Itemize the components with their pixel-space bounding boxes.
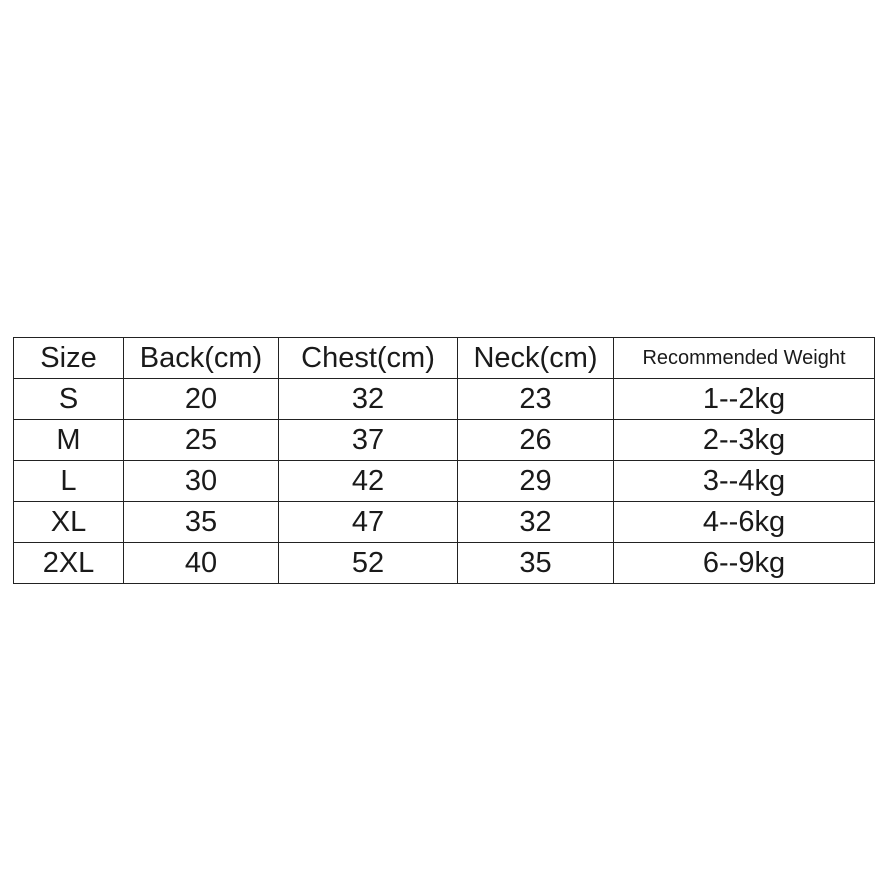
- cell-neck: 26: [458, 420, 614, 461]
- header-back: Back(cm): [124, 338, 279, 379]
- cell-neck: 32: [458, 502, 614, 543]
- cell-weight: 1--2kg: [614, 379, 875, 420]
- cell-size: XL: [14, 502, 124, 543]
- cell-back: 35: [124, 502, 279, 543]
- header-chest: Chest(cm): [279, 338, 458, 379]
- table-row: [14, 379, 875, 420]
- cell-size: L: [14, 461, 124, 502]
- table-row: [14, 420, 875, 461]
- cell-chest: 52: [279, 543, 458, 584]
- header-size: Size: [14, 338, 124, 379]
- size-chart-table: [13, 337, 875, 584]
- cell-chest: 47: [279, 502, 458, 543]
- cell-back: 25: [124, 420, 279, 461]
- header-row: [14, 338, 875, 379]
- cell-weight: 2--3kg: [614, 420, 875, 461]
- cell-chest: 37: [279, 420, 458, 461]
- cell-size: S: [14, 379, 124, 420]
- header-neck: Neck(cm): [458, 338, 614, 379]
- table-row: [14, 461, 875, 502]
- cell-chest: 32: [279, 379, 458, 420]
- cell-weight: 4--6kg: [614, 502, 875, 543]
- cell-weight: 3--4kg: [614, 461, 875, 502]
- cell-weight: 6--9kg: [614, 543, 875, 584]
- cell-chest: 42: [279, 461, 458, 502]
- header-recommended-weight: Recommended Weight: [614, 338, 875, 379]
- cell-back: 40: [124, 543, 279, 584]
- cell-neck: 23: [458, 379, 614, 420]
- cell-back: 20: [124, 379, 279, 420]
- table-row: [14, 543, 875, 584]
- cell-back: 30: [124, 461, 279, 502]
- table-row: [14, 502, 875, 543]
- cell-size: M: [14, 420, 124, 461]
- cell-size: 2XL: [14, 543, 124, 584]
- cell-neck: 29: [458, 461, 614, 502]
- cell-neck: 35: [458, 543, 614, 584]
